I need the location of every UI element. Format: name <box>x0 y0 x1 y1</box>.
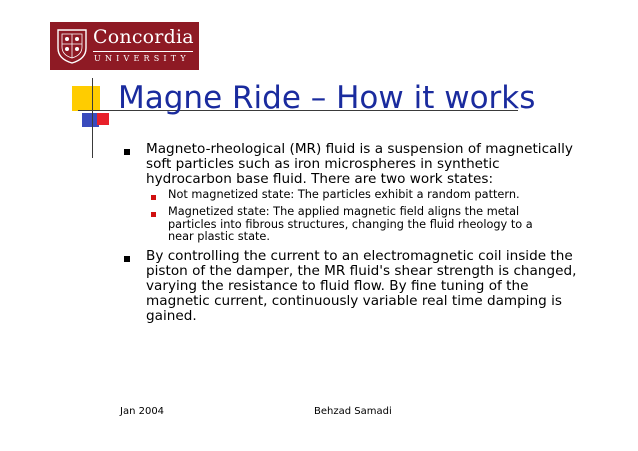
logo-name: Concordia <box>93 26 194 48</box>
logo-subtitle: UNIVERSITY <box>94 54 190 63</box>
concordia-logo <box>50 22 199 70</box>
university-crest-icon <box>56 28 88 64</box>
decor-vertical-line <box>92 78 93 158</box>
footer-author: Behzad Samadi <box>314 406 392 417</box>
slide-title: Magne Ride – How it works <box>118 80 536 116</box>
sub-bullet-text: Not magnetized state: The particles exhibit a random pattern. <box>168 188 520 201</box>
bullet-marker <box>124 149 130 155</box>
sub-bullet-text: Magnetized state: The applied magnetic field aligns the metal particles into fibrous structures, changing the fluid rheology to a near plastic state. <box>168 205 533 243</box>
footer-date: Jan 2004 <box>120 406 165 417</box>
decor-yellow-square <box>72 86 100 111</box>
decor-red-square <box>97 113 109 125</box>
bullet-text: Magneto-rheological (MR) fluid is a suspension of magnetically soft particles such as iron microspheres in synthetic hydrocarbon base fluid. There are two work states: <box>146 141 573 187</box>
bullet-marker <box>124 256 130 262</box>
sub-bullet-marker <box>151 195 156 200</box>
sub-bullet-marker <box>151 212 156 217</box>
logo-divider <box>93 51 193 52</box>
bullet-text: By controlling the current to an electromagnetic coil inside the piston of the damper, the MR fluid's shear strength is changed, varying the resistance to fluid flow. By fine tuning of the magnetic current, continuously variable real time damping is gained. <box>146 248 577 324</box>
